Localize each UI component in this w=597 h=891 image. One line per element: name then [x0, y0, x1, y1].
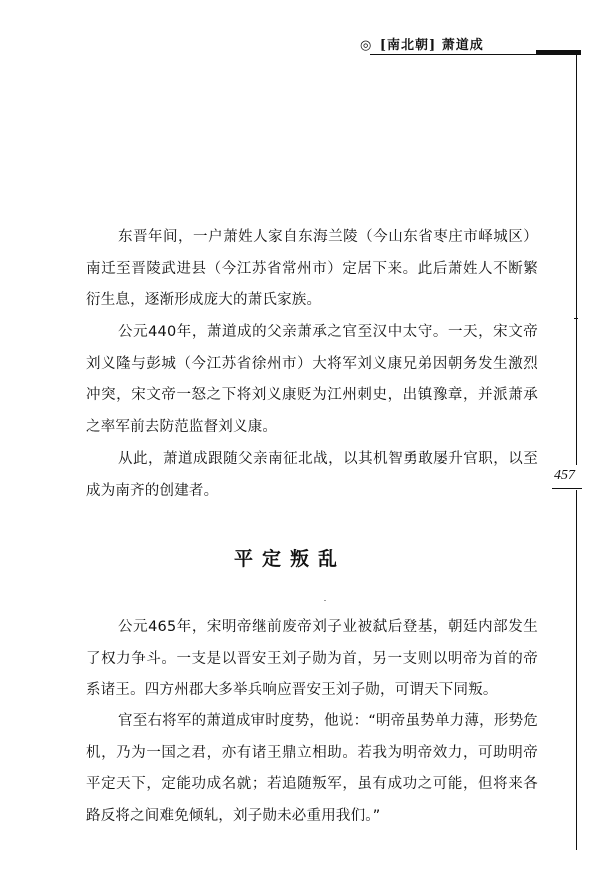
header-tab-bar — [536, 50, 581, 55]
page-number: 457 — [554, 468, 575, 483]
running-header — [360, 34, 484, 53]
page-number-rule — [552, 488, 582, 489]
running-header-title: [南北朝] 萧道成 — [379, 38, 484, 53]
margin-tick — [574, 318, 578, 319]
circle-mark-icon: ◎ — [360, 38, 373, 53]
stray-dot — [324, 600, 326, 601]
section-title: 平定叛乱 — [233, 548, 346, 570]
paragraph: 从此，萧道成跟随父亲南征北战，以其机智勇敢屡升官职，以至成为南齐的创建者。 — [86, 451, 538, 499]
paragraph: 公元440年，萧道成的父亲萧承之官至汉中太守。一天，宋文帝刘义隆与彭城（今江苏省徐州市）大将军刘义康兄弟因朝务发生激烈冲突，宋文帝一怒之下将刘义康贬为江州刺史，出镇豫章，并派萧承之率军前去防范监督刘义康。 — [86, 324, 538, 435]
margin-rule-top — [576, 55, 577, 465]
paragraph: 东晋年间，一户萧姓人家自东海兰陵（今山东省枣庄市峄城区）南迁至晋陵武进县（今江苏省常州市）定居下来。此后萧姓人不断繁衍生息，逐渐形成庞大的萧氏家族。 — [86, 229, 538, 308]
paragraph: 公元465年，宋明帝继前废帝刘子业被弑后登基，朝廷内部发生了权力争斗。一支是以晋安王刘子勋为首，另一支则以明帝为首的帝系诸王。四方州郡大多举兵响应晋安王刘子勋，可谓天下同叛。 — [86, 619, 538, 698]
paragraph: 官至右将军的萧道成审时度势，他说：“明帝虽势单力薄，形势危机，乃为一国之君，亦有诸王鼎立相助。若我为明帝效力，可助明帝平定天下，定能功成名就；若追随叛军，虽有成功之可能，但将来各路反将之间难免倾轧，刘子勋未必重用我们。” — [86, 713, 538, 824]
